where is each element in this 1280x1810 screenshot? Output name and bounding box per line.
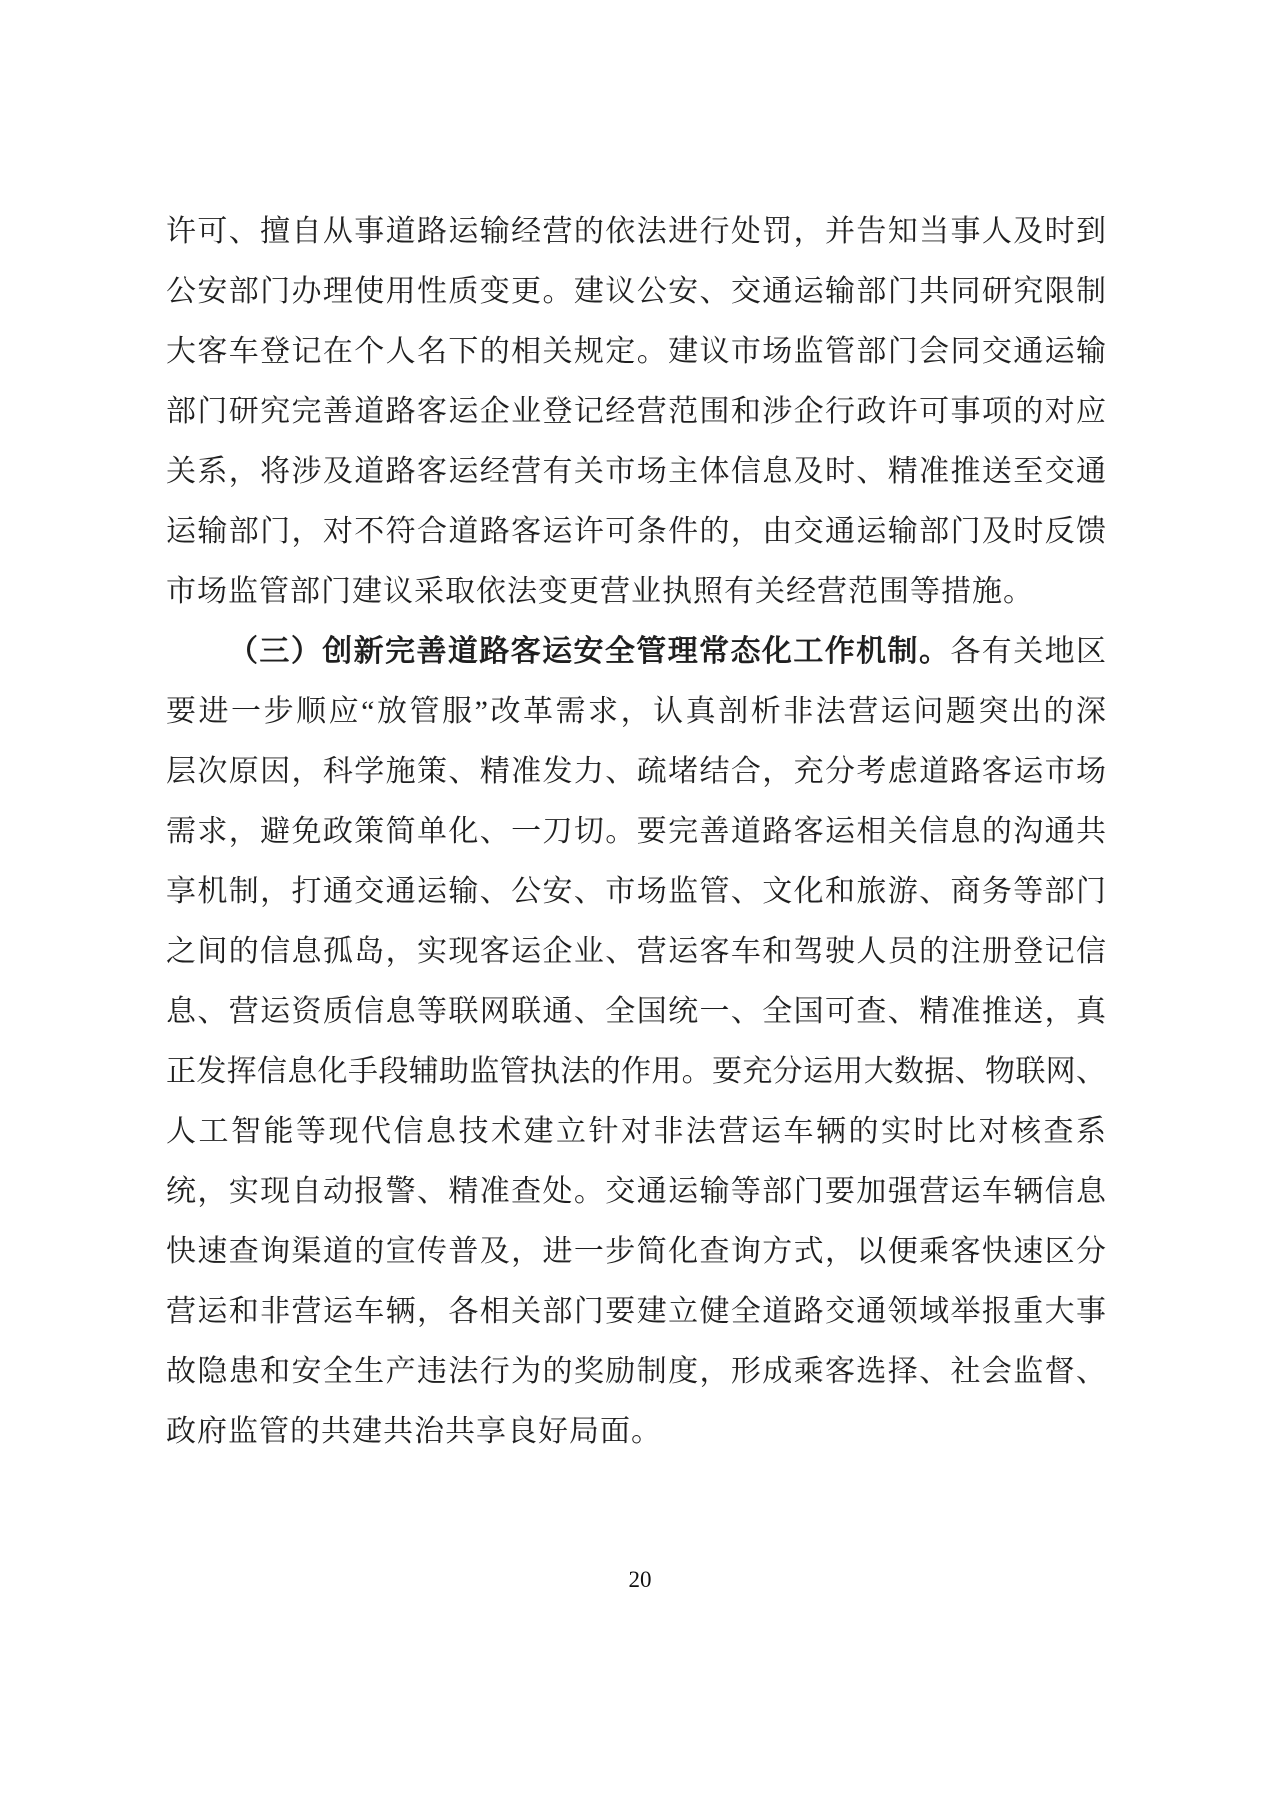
body-text-block [166, 202, 1106, 1462]
text-line: 许可、擅自从事道路运输经营的依法进行处罚，并告知当事人及时到 [166, 215, 1106, 248]
text-line: 故隐患和安全生产违法行为的奖励制度，形成乘客选择、社会监督、 [166, 1355, 1106, 1388]
text-line: 部门研究完善道路客运企业登记经营范围和涉企行政许可事项的对应 [166, 395, 1106, 428]
text-line: 运输部门，对不符合道路客运许可条件的，由交通运输部门及时反馈 [166, 515, 1106, 548]
text-line: 息、营运资质信息等联网联通、全国统一、全国可查、精准推送，真 [166, 995, 1106, 1028]
text-line: 享机制，打通交通运输、公安、市场监管、文化和旅游、商务等部门 [166, 875, 1106, 908]
section-heading-line [166, 622, 1106, 682]
text-line: 公安部门办理使用性质变更。建议公安、交通运输部门共同研究限制 [166, 275, 1106, 308]
text-line: 人工智能等现代信息技术建立针对非法营运车辆的实时比对核查系 [166, 1115, 1106, 1148]
text-line: 市场监管部门建议采取依法变更营业执照有关经营范围等措施。 [166, 575, 1034, 608]
text-line: 层次原因，科学施策、精准发力、疏堵结合，充分考虑道路客运市场 [166, 755, 1106, 788]
text-line: 统，实现自动报警、精准查处。交通运输等部门要加强营运车辆信息 [166, 1175, 1106, 1208]
text-line: 要进一步顺应“放管服”改革需求，认真剖析非法营运问题突出的深 [166, 695, 1106, 728]
text-line: 大客车登记在个人名下的相关规定。建议市场监管部门会同交通运输 [166, 335, 1106, 368]
text-line: 正发挥信息化手段辅助监管执法的作用。要充分运用大数据、物联网、 [166, 1055, 1106, 1088]
text-line: 快速查询渠道的宣传普及，进一步简化查询方式，以便乘客快速区分 [166, 1235, 1106, 1268]
text-line: 政府监管的共建共治共享良好局面。 [166, 1415, 662, 1448]
text-line: 关系，将涉及道路客运经营有关市场主体信息及时、精准推送至交通 [166, 455, 1106, 488]
section-heading-tail: 各有关地区 [950, 635, 1107, 668]
section-heading: （三）创新完善道路客运安全管理常态化工作机制。 [228, 635, 951, 668]
text-line: 营运和非营运车辆，各相关部门要建立健全道路交通领域举报重大事 [166, 1295, 1106, 1328]
text-line: 之间的信息孤岛，实现客运企业、营运客车和驾驶人员的注册登记信 [166, 935, 1106, 968]
text-line: 需求，避免政策简单化、一刀切。要完善道路客运相关信息的沟通共 [166, 815, 1106, 848]
page-number: 20 [628, 1567, 652, 1592]
